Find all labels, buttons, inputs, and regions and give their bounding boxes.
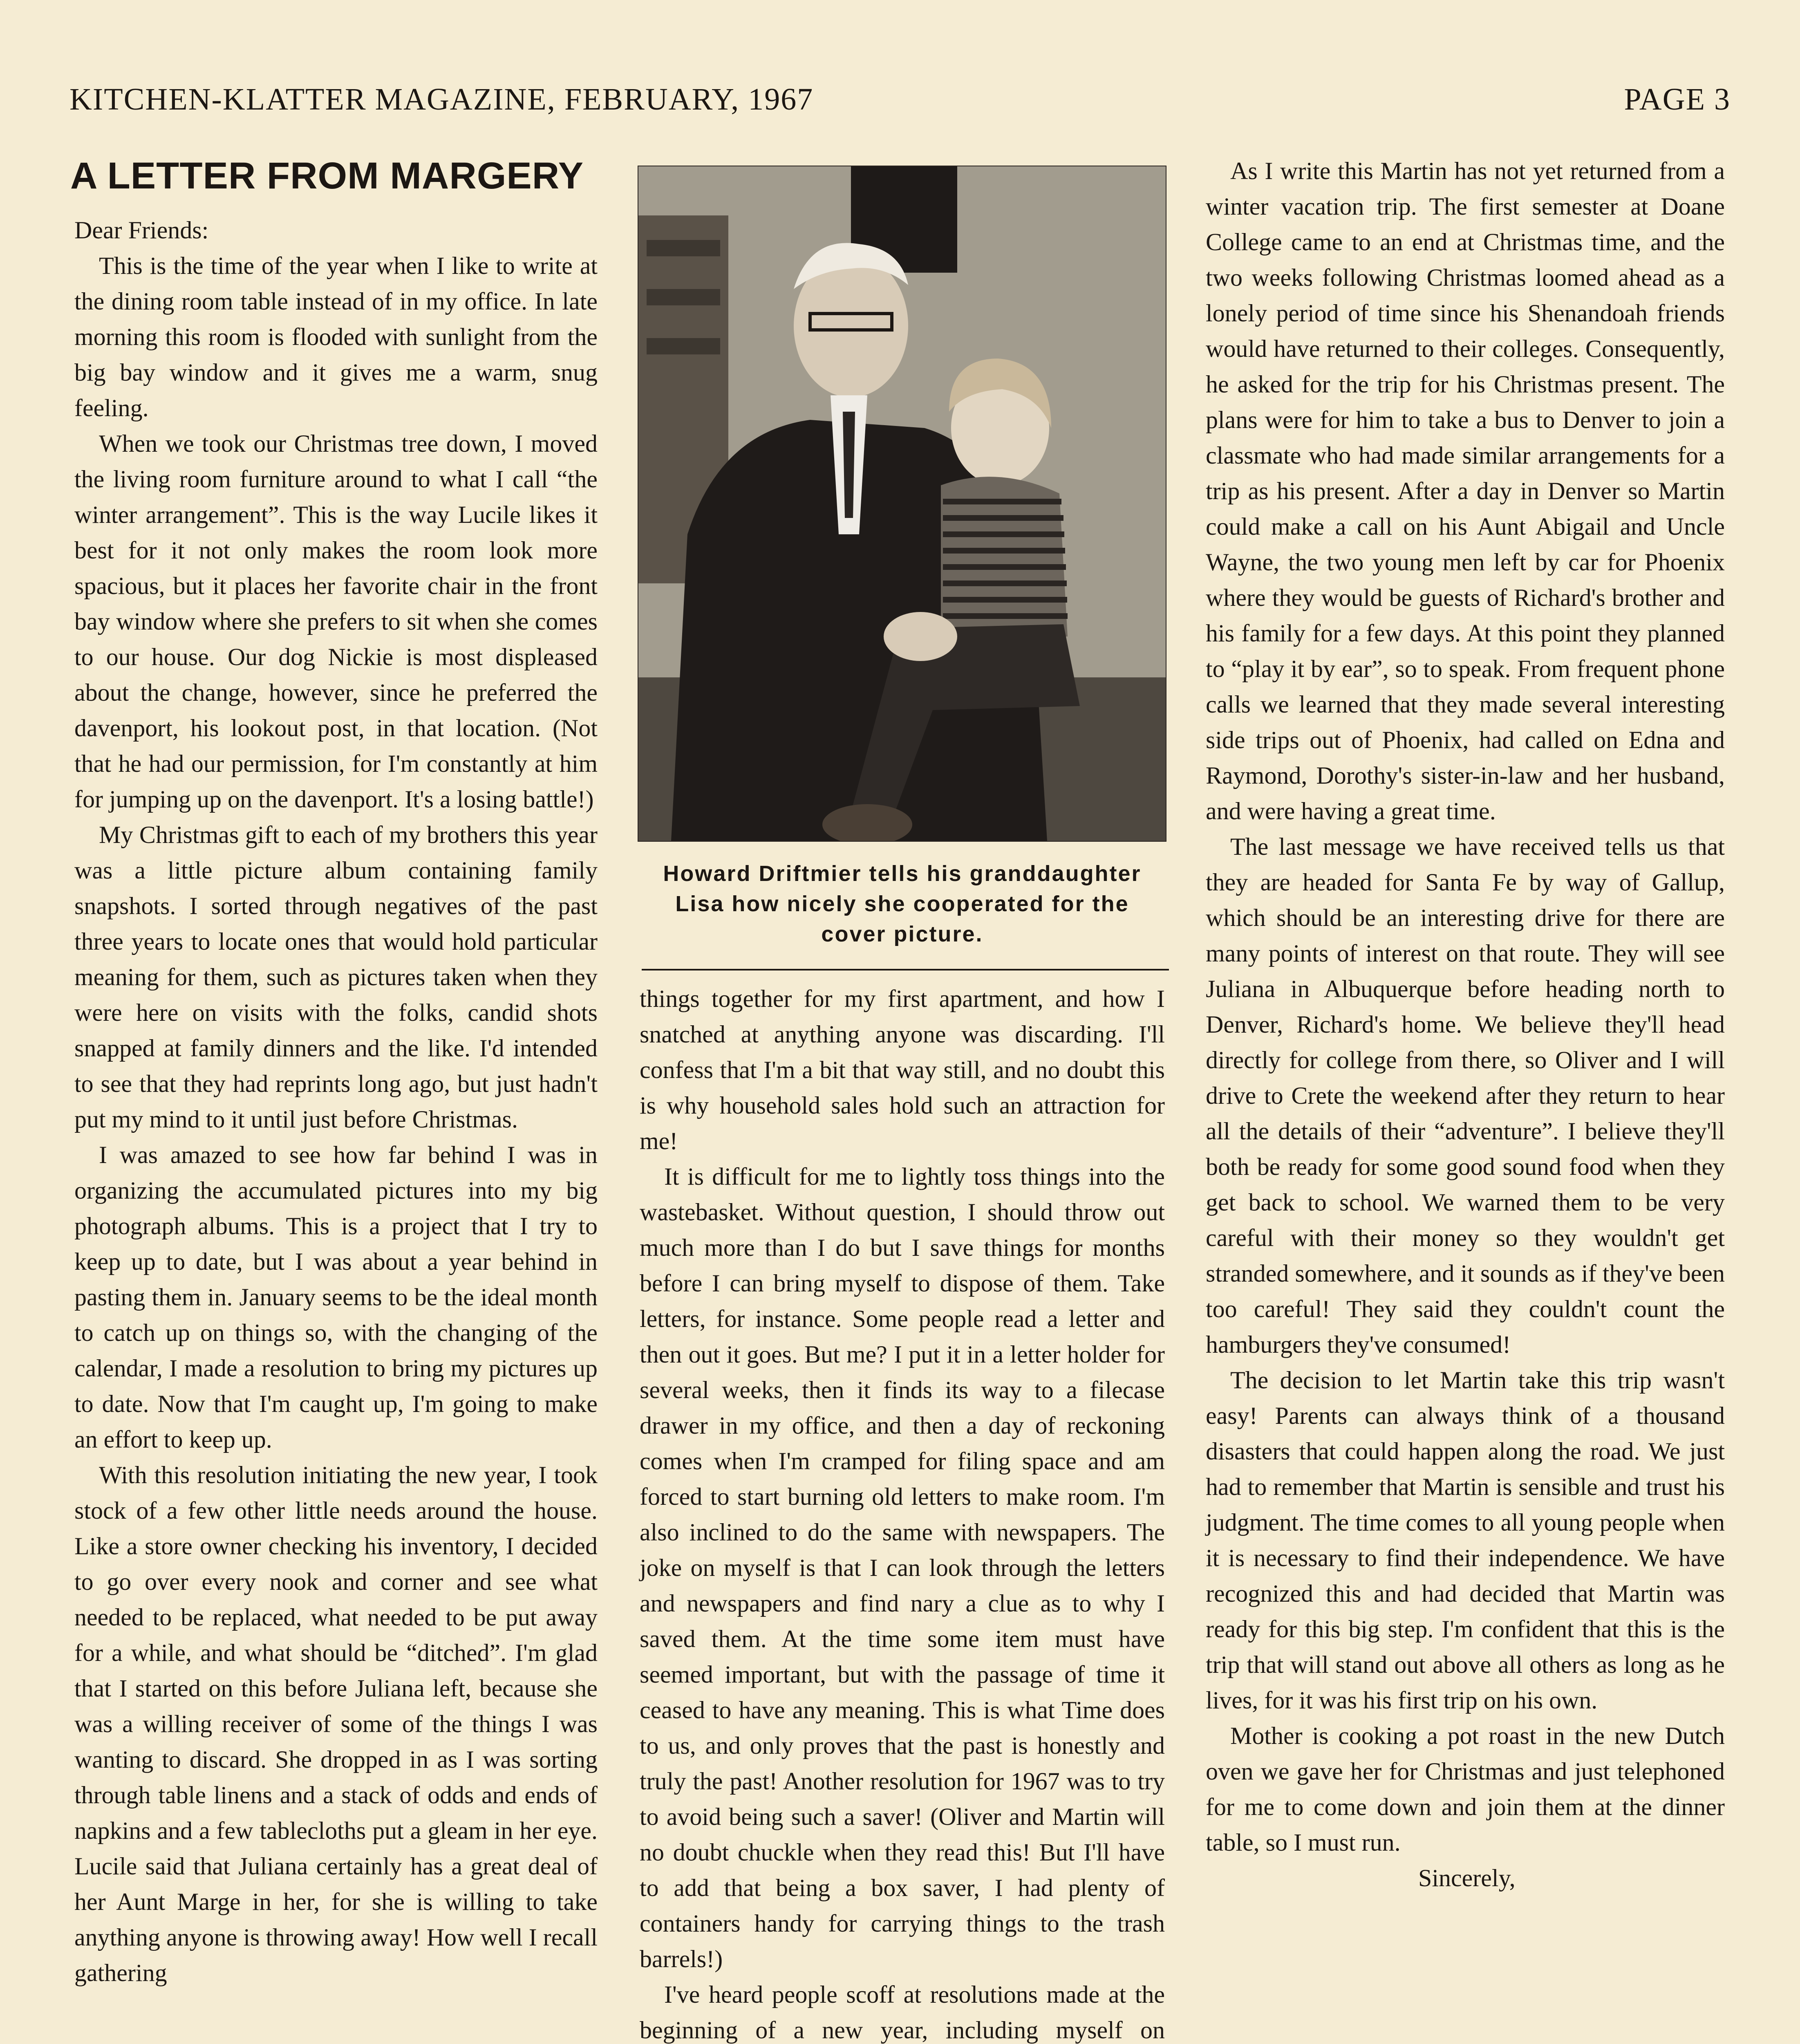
paragraph-3: My Christmas gift to each of my brothers this year was a little picture album containing family snapshots. I sorted through negatives of the past three years to locate ones that would hold particular meaning for them, such as pictures taken when they were here on visits with the folks, candid shots snapped at family dinners and the like. I'd intended to see that they had reprints long ago, but just hadn't put my mind to it until just before Christmas. xyxy=(74,821,598,1133)
article-title: A LETTER FROM MARGERY xyxy=(70,155,584,197)
photo-illustration xyxy=(638,166,1166,841)
paragraph-8: As I write this Martin has not yet returned from a winter vacation trip. The first semester at Doane College came to an end at Christmas time, and the two weeks following Christmas loomed ahead as a lonely period of time since his Shenandoah friends would have returned to their colleges. Consequently, he asked for the trip for his Christmas present. The plans were for him to take a bus to Denver to join a classmate who had made similar arrangements for a trip as his present. After a day in Denver so Martin could make a call on his Aunt Abigail and Uncle Wayne, the two young men left by car for Phoenix where they would be guests of Richard's brother and his family for a few days. At this point they planned to “play it by ear”, so to speak. From frequent phone calls we learned that they made several interesting side trips out of Phoenix, had called on Edna and Raymond, Dorothy's sister-in-law and her husband, and were having a great time. xyxy=(1206,157,1725,825)
magazine-title-date: KITCHEN-KLATTER MAGAZINE, FEBRUARY, 1967 xyxy=(69,82,814,117)
column-middle xyxy=(640,981,1165,2044)
paragraph-4: I was amazed to see how far behind I was in organizing the accumulated pictures into my big photograph albums. This is a project that I try to keep up to date, but I was about a year behind in pasting them in. January seems to be the ideal month to catch up on things so, with the changing of the calendar, I made a resolution to bring my pictures up to date. Now that I'm caught up, I'm going to make an effort to keep up. xyxy=(74,1141,598,1453)
page-number: PAGE 3 xyxy=(1624,82,1731,117)
column-right xyxy=(1206,153,1725,1896)
photo-caption: Howard Driftmier tells his granddaughter Lisa how nicely she cooperated for the cover picture. xyxy=(663,861,1142,946)
paragraph-10: The decision to let Martin take this trip wasn't easy! Parents can always think of a thousand disasters that could happen along the road. We just had to remember that Martin is sensible and trust his judgment. The time comes to all young people when it is necessary to find their independence. We have recognized this and had decided that Martin was ready for this big step. I'm confident that this is the trip that will stand out above all others as long as he lives, for it was his first trip on his own. xyxy=(1206,1367,1725,1714)
salutation: Dear Friends: xyxy=(74,217,209,244)
caption-divider xyxy=(642,969,1169,970)
cover-photo xyxy=(638,166,1166,842)
paragraph-11: Mother is cooking a pot roast in the new Dutch oven we gave her for Christmas and just telephoned for me to come down and join them at the dinner table, so I must run. xyxy=(1206,1722,1725,1856)
closing: Sincerely, xyxy=(1418,1865,1516,1892)
paragraph-5-continued: things together for my first apartment, and how I snatched at anything anyone was discarding. I'll confess that I'm a bit that way still, and no doubt this is why household sales hold such an attraction for me! xyxy=(640,985,1165,1154)
paragraph-1: This is the time of the year when I like to write at the dining room table instead of in my office. In late morning this room is flooded with sunlight from the big bay window and it gives me a warm, snug feeling. xyxy=(74,252,598,421)
paragraph-2: When we took our Christmas tree down, I moved the living room furniture around to what I call “the winter arrangement”. This is the way Lucile likes it best for it not only makes the room look more spacious, but it places her favorite chair in the front bay window where she prefers to sit when she comes to our house. Our dog Nickie is most displeased about the change, however, since he preferred the davenport, his lookout post, in that location. (Not that he had our permission, for I'm constantly at him for jumping up on the davenport. It's a losing battle!) xyxy=(74,430,598,813)
paragraph-9: The last message we have received tells us that they are headed for Santa Fe by way of Gallup, which should be an interesting drive for there are many points of interest on that route. They will see Juliana in Albuquerque before heading north to Denver, Richard's home. We believe they'll head directly for college from there, so Oliver and I will drive to Crete the weekend after they return to hear all the details of their “adventure”. I believe they'll both be ready for some good sound food when they get back to school. We warned them to be very careful with their money so they wouldn't get stranded somewhere, and it sounds as if they've been too careful! They said they couldn't count the hamburgers they've consumed! xyxy=(1206,833,1725,1358)
paragraph-7: I've heard people scoff at resolutions made at the beginning of a new year, including myself on xyxy=(640,1981,1165,2044)
paragraph-6: It is difficult for me to lightly toss things into the wastebasket. Without question, I should throw out much more than I do but I save things for months before I can bring myself to dispose of them. Take letters, for instance. Some people read a letter and then out it goes. But me? I put it in a letter holder for several weeks, then it finds its way to a filecase drawer in my office, and then a day of reckoning comes when I'm cramped for filing space and am forced to start burning old letters to make room. I'm also inclined to do the same with newspapers. The joke on myself is that I can look through the letters and newspapers and find nary a clue as to why I saved them. At the time some item must have seemed important, but with the passage of time it ceased to have any meaning. This is what Time does to us, and only proves that the past is honestly and truly the past! Another resolution for 1967 was to try to avoid being such a saver! (Oliver and Martin will no doubt chuckle when they read this! But I'll have to add that being a box saver, I had plenty of containers handy for carrying things to the trash barrels!) xyxy=(640,1163,1165,1972)
paragraph-5: With this resolution initiating the new year, I took stock of a few other little needs around the house. Like a store owner checking his inventory, I decided to go over every nook and corner and see what needed to be replaced, what needed to be put away for a while, and what should be “ditched”. I'm glad that I started on this before Juliana left, because she was a willing receiver of some of the things I was wanting to discard. She dropped in as I was sorting through table linens and a stack of odds and ends of napkins and a few tablecloths put a gleam in her eye. Lucile said that Juliana certainly has a great deal of her Aunt Marge in her, for she is willing to take anything anyone is throwing away! How well I recall gathering xyxy=(74,1461,598,1986)
column-left xyxy=(70,155,598,1991)
